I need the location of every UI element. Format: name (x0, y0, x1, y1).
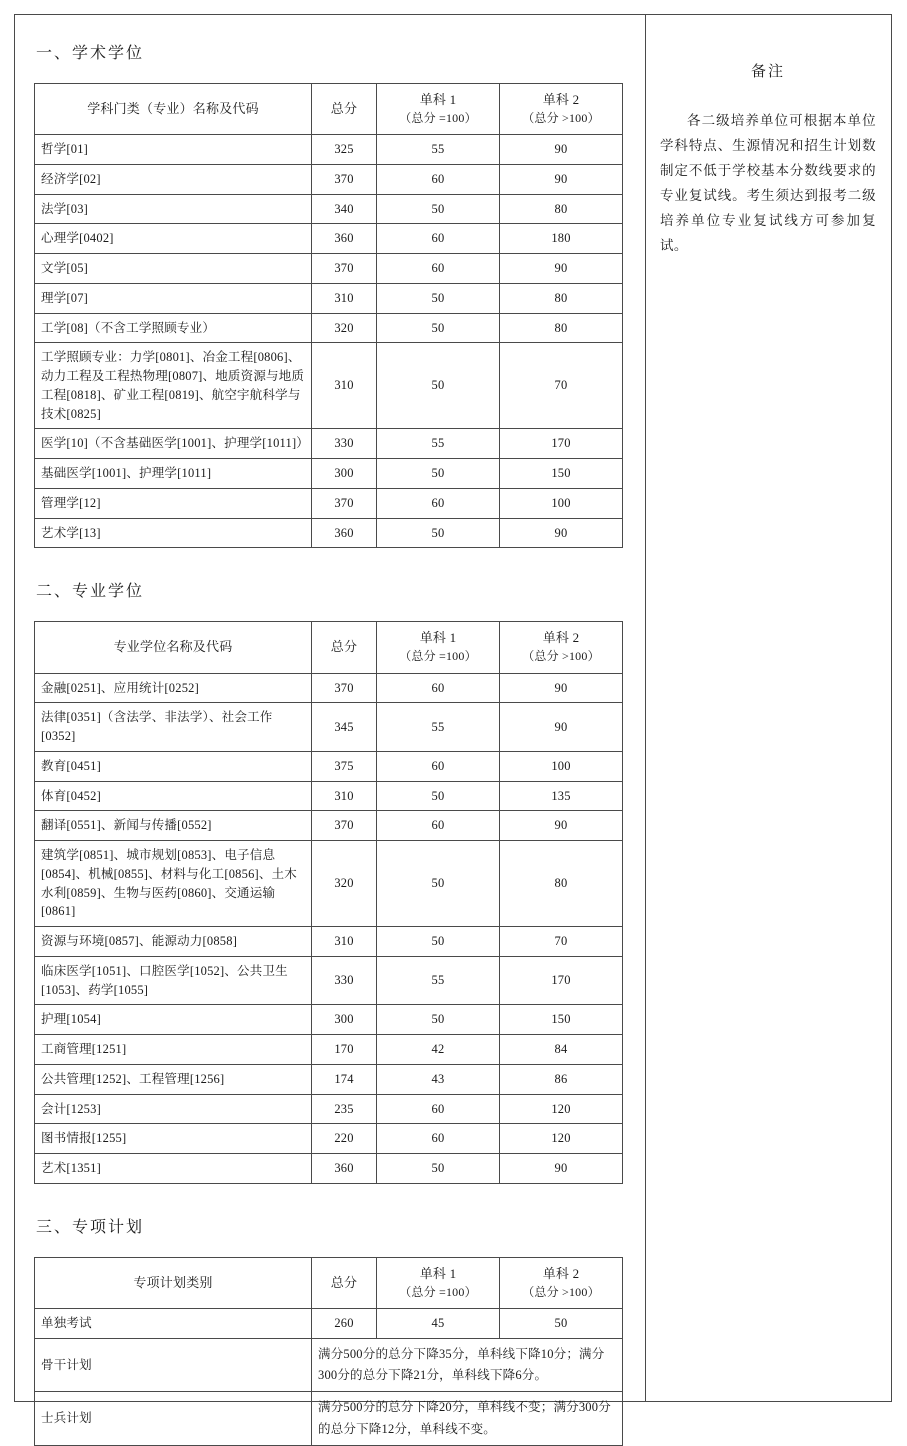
table-row (35, 224, 623, 254)
row-subject-2: 70 (500, 343, 623, 429)
row-name: 工商管理[1251] (35, 1035, 312, 1065)
row-name: 护理[1054] (35, 1005, 312, 1035)
row-name: 法学[03] (35, 194, 312, 224)
table-row (35, 518, 623, 548)
row-name: 法律[0351]（含法学、非法学）、社会工作[0352] (35, 703, 312, 752)
header-subject-1 (377, 622, 500, 673)
row-subject-1: 50 (377, 459, 500, 489)
row-total: 370 (312, 811, 377, 841)
header-subject-1-line1: 单科 1 (419, 92, 457, 107)
row-name: 体育[0452] (35, 781, 312, 811)
row-subject-1: 55 (377, 956, 500, 1005)
row-total: 174 (312, 1064, 377, 1094)
header-subject-2-line2: （总分 >100） (522, 110, 600, 125)
row-total: 260 (312, 1309, 377, 1339)
table-row (35, 673, 623, 703)
row-subject-1: 50 (377, 1154, 500, 1184)
row-total: 320 (312, 313, 377, 343)
row-subject-1: 55 (377, 135, 500, 165)
table-row (35, 343, 623, 429)
notes-header: 备注 (750, 64, 785, 80)
row-total: 235 (312, 1094, 377, 1124)
row-subject-1: 50 (377, 1005, 500, 1035)
header-subject-2 (500, 1257, 623, 1308)
row-name: 教育[0451] (35, 751, 312, 781)
table-row (35, 488, 623, 518)
row-subject-1: 60 (377, 673, 500, 703)
row-name: 士兵计划 (35, 1392, 312, 1446)
header-subject-1-line2: （总分 =100） (399, 110, 477, 125)
row-name: 工学照顾专业：力学[0801]、冶金工程[0806]、动力工程及工程热物理[0807]、地质资源与地质工程[0818]、矿业工程[0819]、航空宇航科学与技术[0825] (35, 343, 312, 429)
header-subject-2-line1: 单科 2 (542, 630, 580, 646)
row-subject-1: 60 (377, 1124, 500, 1154)
table-row (35, 703, 623, 752)
table-row (35, 459, 623, 489)
table-row (35, 1338, 623, 1392)
table-header-row (35, 1257, 623, 1308)
row-subject-2: 90 (500, 254, 623, 284)
row-subject-1: 50 (377, 283, 500, 313)
row-total: 330 (312, 956, 377, 1005)
row-subject-1: 50 (377, 841, 500, 927)
header-subject-1-line1: 单科 1 (419, 1265, 457, 1281)
academic-degree-table (34, 83, 623, 548)
row-subject-2: 80 (500, 283, 623, 313)
header-subject-2-line2: （总分 >100） (522, 1284, 600, 1299)
row-subject-2: 86 (500, 1064, 623, 1094)
header-name: 专项计划类别 (35, 1257, 312, 1308)
table-row (35, 1124, 623, 1154)
section-title-professional: 二、专业学位 (36, 583, 145, 601)
row-name: 管理学[12] (35, 488, 312, 518)
row-total: 300 (312, 459, 377, 489)
row-total: 370 (312, 673, 377, 703)
header-name: 学科门类（专业）名称及代码 (35, 84, 312, 135)
row-subject-1: 50 (377, 313, 500, 343)
header-subject-1-line2: （总分 =100） (399, 1284, 477, 1299)
row-subject-2: 90 (500, 135, 623, 165)
row-note: 满分500分的总分下降20分，单科线不变；满分300分的总分下降12分，单科线不变。 (312, 1392, 623, 1446)
table-row (35, 1309, 623, 1339)
row-name: 艺术[1351] (35, 1154, 312, 1184)
row-total: 220 (312, 1124, 377, 1154)
row-subject-1: 50 (377, 927, 500, 957)
header-subject-2-line1: 单科 2 (542, 92, 580, 107)
table-row (35, 313, 623, 343)
row-subject-2: 70 (500, 927, 623, 957)
row-subject-2: 90 (500, 703, 623, 752)
row-total: 370 (312, 164, 377, 194)
row-subject-2: 100 (500, 751, 623, 781)
row-name: 图书情报[1255] (35, 1124, 312, 1154)
table-row (35, 1064, 623, 1094)
row-total: 345 (312, 703, 377, 752)
header-subject-1 (377, 84, 500, 135)
row-total: 320 (312, 841, 377, 927)
row-subject-1: 45 (377, 1309, 500, 1339)
row-total: 310 (312, 781, 377, 811)
table-row (35, 1392, 623, 1446)
header-total: 总分 (312, 84, 377, 135)
row-name: 翻译[0551]、新闻与传播[0552] (35, 811, 312, 841)
row-subject-1: 42 (377, 1035, 500, 1065)
row-name: 文学[05] (35, 254, 312, 284)
row-subject-1: 50 (377, 343, 500, 429)
header-subject-2 (500, 84, 623, 135)
row-total: 300 (312, 1005, 377, 1035)
table-header-row (35, 622, 623, 673)
table-row (35, 164, 623, 194)
table-row (35, 811, 623, 841)
row-subject-2: 90 (500, 811, 623, 841)
header-total: 总分 (312, 622, 377, 673)
row-name: 临床医学[1051]、口腔医学[1052]、公共卫生[1053]、药学[1055] (35, 956, 312, 1005)
row-name: 金融[0251]、应用统计[0252] (35, 673, 312, 703)
table-row (35, 1035, 623, 1065)
header-name: 专业学位名称及代码 (35, 622, 312, 673)
header-subject-1 (377, 1257, 500, 1308)
row-subject-1: 60 (377, 254, 500, 284)
row-subject-1: 60 (377, 751, 500, 781)
row-total: 370 (312, 488, 377, 518)
header-subject-1-line2: （总分 =100） (399, 649, 477, 664)
table-row (35, 956, 623, 1005)
header-subject-2 (500, 622, 623, 673)
row-subject-1: 50 (377, 518, 500, 548)
table-row (35, 751, 623, 781)
row-subject-2: 120 (500, 1094, 623, 1124)
row-note: 满分500分的总分下降35分，单科线下降10分；满分300分的总分下降21分，单科线下降6分。 (312, 1338, 623, 1392)
page-layout (12, 14, 890, 1436)
row-name: 哲学[01] (35, 135, 312, 165)
row-name: 骨干计划 (35, 1338, 312, 1392)
row-name: 基础医学[1001]、护理学[1011] (35, 459, 312, 489)
row-total: 310 (312, 343, 377, 429)
row-total: 325 (312, 135, 377, 165)
row-subject-2: 100 (500, 488, 623, 518)
section-title-academic: 一、学术学位 (36, 45, 145, 62)
section-title-special: 三、专项计划 (36, 1218, 145, 1236)
row-subject-2: 120 (500, 1124, 623, 1154)
table-row (35, 283, 623, 313)
main-column (12, 14, 646, 1436)
header-total: 总分 (312, 1257, 377, 1308)
row-subject-2: 135 (500, 781, 623, 811)
row-name: 会计[1253] (35, 1094, 312, 1124)
row-subject-1: 55 (377, 429, 500, 459)
row-subject-2: 150 (500, 459, 623, 489)
row-subject-2: 170 (500, 429, 623, 459)
row-subject-1: 43 (377, 1064, 500, 1094)
row-name: 工学[08]（不含工学照顾专业） (35, 313, 312, 343)
row-total: 310 (312, 927, 377, 957)
row-name: 经济学[02] (35, 164, 312, 194)
row-subject-1: 60 (377, 164, 500, 194)
table-row (35, 135, 623, 165)
header-subject-2-line2: （总分 >100） (522, 649, 600, 664)
table-row (35, 1005, 623, 1035)
row-subject-2: 90 (500, 673, 623, 703)
row-subject-1: 50 (377, 781, 500, 811)
row-total: 370 (312, 254, 377, 284)
table-row (35, 781, 623, 811)
professional-degree-table (34, 621, 623, 1183)
row-name: 建筑学[0851]、城市规划[0853]、电子信息[0854]、机械[0855]、材料与化工[0856]、土木水利[0859]、生物与医药[0860]、交通运输[0861] (35, 841, 312, 927)
row-name: 医学[10]（不含基础医学[1001]、护理学[1011]） (35, 429, 312, 459)
row-name: 艺术学[13] (35, 518, 312, 548)
row-subject-2: 90 (500, 164, 623, 194)
row-total: 360 (312, 518, 377, 548)
row-subject-2: 150 (500, 1005, 623, 1035)
table-row (35, 254, 623, 284)
notes-column (646, 14, 890, 1402)
row-total: 330 (312, 429, 377, 459)
row-total: 375 (312, 751, 377, 781)
row-subject-2: 90 (500, 1154, 623, 1184)
table-row (35, 1154, 623, 1184)
table-header-row (35, 84, 623, 135)
table-row (35, 1094, 623, 1124)
row-subject-2: 170 (500, 956, 623, 1005)
row-name: 心理学[0402] (35, 224, 312, 254)
table-row (35, 429, 623, 459)
row-subject-1: 60 (377, 1094, 500, 1124)
table-row (35, 194, 623, 224)
row-subject-1: 55 (377, 703, 500, 752)
row-total: 170 (312, 1035, 377, 1065)
table-row (35, 841, 623, 927)
row-total: 310 (312, 283, 377, 313)
header-subject-2-line1: 单科 2 (542, 1265, 580, 1281)
row-total: 360 (312, 224, 377, 254)
row-subject-1: 60 (377, 488, 500, 518)
row-subject-2: 80 (500, 313, 623, 343)
row-subject-1: 60 (377, 811, 500, 841)
row-total: 340 (312, 194, 377, 224)
row-subject-1: 60 (377, 224, 500, 254)
row-subject-2: 84 (500, 1035, 623, 1065)
row-subject-2: 50 (500, 1309, 623, 1339)
header-subject-1-line1: 单科 1 (419, 630, 457, 646)
row-name: 单独考试 (35, 1309, 312, 1339)
row-subject-2: 180 (500, 224, 623, 254)
row-name: 资源与环境[0857]、能源动力[0858] (35, 927, 312, 957)
row-name: 理学[07] (35, 283, 312, 313)
row-subject-2: 80 (500, 841, 623, 927)
row-subject-2: 80 (500, 194, 623, 224)
special-plan-table (34, 1257, 623, 1446)
row-total: 360 (312, 1154, 377, 1184)
row-subject-1: 50 (377, 194, 500, 224)
row-subject-2: 90 (500, 518, 623, 548)
notes-text: 各二级培养单位可根据本单位学科特点、生源情况和招生计划数制定不低于学校基本分数线要求的专业复试线。考生须达到报考二级培养单位专业复试线方可参加复试。 (660, 113, 876, 253)
row-name: 公共管理[1252]、工程管理[1256] (35, 1064, 312, 1094)
table-row (35, 927, 623, 957)
